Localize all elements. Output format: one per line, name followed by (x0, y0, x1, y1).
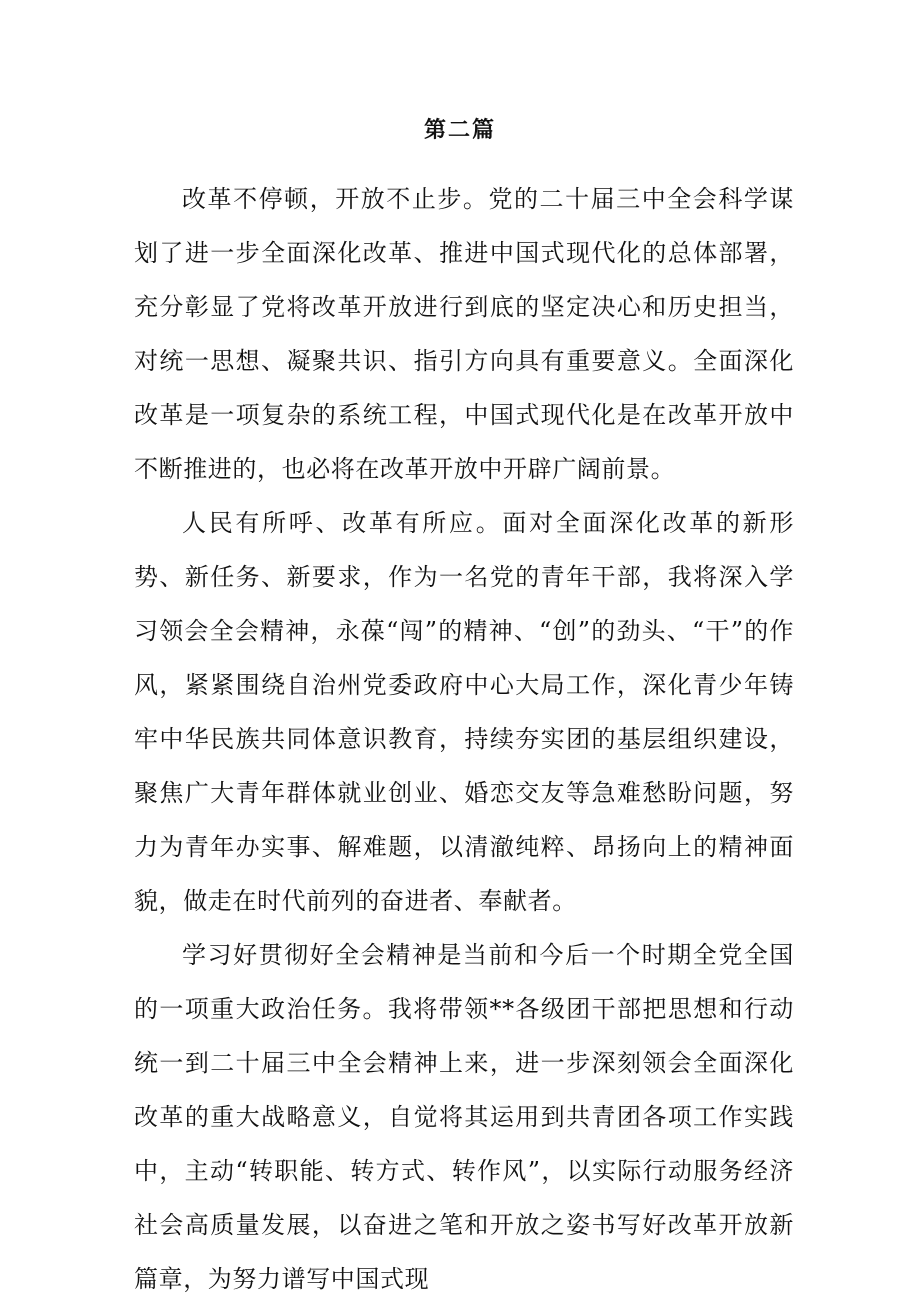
paragraph-2: 人民有所呼、改革有所应。面对全面深化改革的新形势、新任务、新要求，作为一名党的青年干部，我将深入学习领会全会精神，永葆“闯”的精神、“创”的劲头、“干”的作风，紧紧围绕自治州党委政府中心大局工作，深化青少年铸牢中华民族共同体意识教育，持续夯实团的基层组织建设，聚焦广大青年群体就业创业、婚恋交友等急难愁盼问题，努力为青年办实事、解难题，以清澈纯粹、昂扬向上的精神面貌，做走在时代前列的奋进者、奉献者。 (134, 509, 794, 915)
paragraph-3: 学习好贯彻好全会精神是当前和今后一个时期全党全国的一项重大政治任务。我将带领**各级团干部把思想和行动统一到二十届三中全会精神上来，进一步深刻领会全面深化改革的重大战略意义，自觉将其运用到共青团各项工作实践中，主动“转职能、转方式、转作风”，以实际行动服务经济社会高质量发展，以奋进之笔和开放之姿书写好改革开放新篇章，为努力谱写中国式现 (134, 941, 794, 1293)
paragraph-1: 改革不停顿，开放不止步。党的二十届三中全会科学谋划了进一步全面深化改革、推进中国式现代化的总体部署，充分彰显了党将改革开放进行到底的坚定决心和历史担当，对统一思想、凝聚共识、指引方向具有重要意义。全面深化改革是一项复杂的系统工程，中国式现代化是在改革开放中不断推进的，也必将在改革开放中开辟广阔前景。 (134, 185, 794, 483)
document-body (134, 172, 794, 1306)
document-title: 第二篇 (423, 117, 496, 143)
